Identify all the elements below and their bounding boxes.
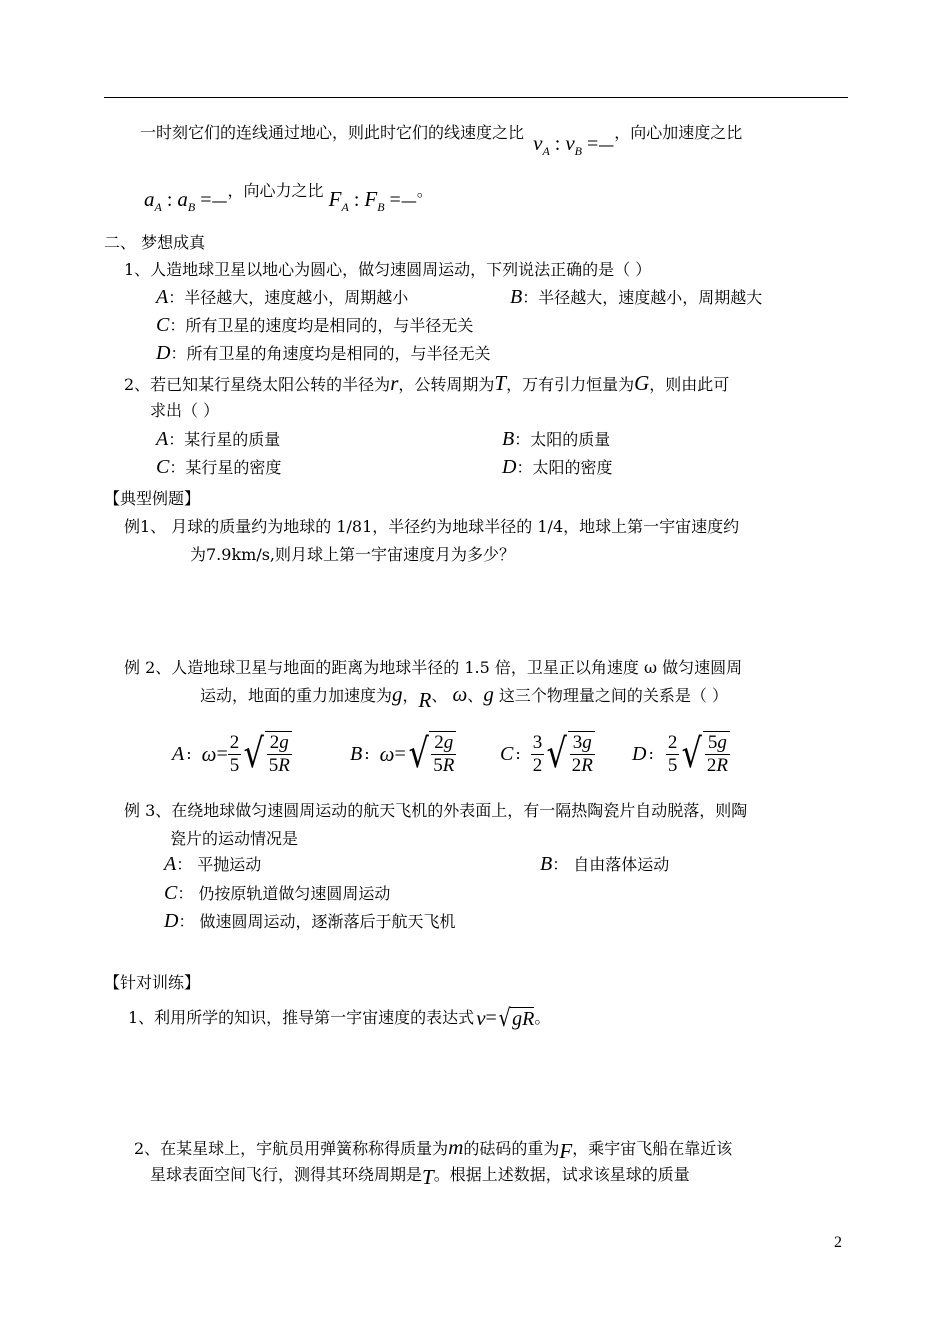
header-rule (104, 97, 848, 98)
example-3-line-1: 例 3、在绕地球做匀速圆周运动的航天飞机的外表面上，有一隔热陶瓷片自动脱落，则陶 (124, 801, 748, 820)
example-2-option-d: D : $\frac{2}{5}$ √ $\frac{5g}{2R}$ (632, 731, 728, 777)
page-number: 2 (834, 1234, 842, 1251)
training-2-line-2: 星球表面空间飞行，测得其环绕周期是T。根据上述数据，试求该星球的质量 (150, 1165, 690, 1189)
example-2-line-2: 运动，地面的重力加速度为g，R、 ω、g 这三个物理量之间的关系是（ ） (200, 682, 728, 712)
q1-option-d: D：所有卫星的角速度均是相同的，与半径无关 (156, 342, 491, 364)
intro-line-1: 一时刻它们的连线通过地心，则此时它们的线速度之比 $v_A$ : $v_B$ =—，向心加速度之比 (140, 122, 742, 162)
q2-stem-line-1: 2、若已知某行星绕太阳公转的半径为r，公转周期为T，万有引力恒量为G，则由此可 (124, 371, 730, 395)
training-2-line-1: 2、在某星球上，宇航员用弹簧称称得质量为m的砝码的重为F，乘宇宙飞船在靠近该 (134, 1135, 733, 1163)
q2-option-c: C：某行星的密度 (156, 456, 282, 478)
example-3-option-c: C： 仍按原轨道做匀速圆周运动 (164, 882, 391, 904)
q1-option-c: C：所有卫星的速度均是相同的，与半径无关 (156, 314, 474, 336)
formula-fa-fb: $F_A$ : $F_B$ =— (328, 187, 417, 214)
training-1: 1、利用所学的知识，推导第一宇宙速度的表达式 v = √ gR 。 (128, 1004, 551, 1032)
q1-option-a: A：半径越大，速度越小，周期越小 (156, 286, 409, 308)
training-heading: 【针对训练】 (104, 973, 201, 992)
formula-aa-ab: $a_A$ : $a_B$ =— (144, 187, 228, 214)
q2-option-b: B：太阳的质量 (502, 428, 611, 450)
q1-stem: 1、人造地球卫星以地心为圆心，做匀速圆周运动，下列说法正确的是（ ） (124, 260, 652, 279)
example-3-option-b: B： 自由落体运动 (540, 853, 670, 875)
formula-va-vb: $v_A$ : $v_B$ =— (533, 131, 615, 158)
q2-stem-line-2: 求出（ ） (150, 401, 220, 420)
example-1-line-1: 例1、 月球的质量约为地球的 1/81，半径约为地球半径的 1/4，地球上第一宇宙速度约 (124, 517, 740, 536)
q2-option-d: D：太阳的密度 (502, 456, 613, 478)
example-3-line-2: 瓷片的运动情况是 (170, 829, 299, 848)
example-3-option-d: D： 做速圆周运动，逐渐落后于航天飞机 (164, 910, 456, 932)
section-heading: 二、 梦想成真 (104, 233, 206, 252)
example-2-option-a: A : ω = $\frac{2}{5}$ √ $\frac{2g}{5R}$ (172, 731, 290, 777)
example-2-option-c: C : $\frac{3}{2}$ √ $\frac{3g}{2R}$ (500, 731, 593, 777)
example-2-line-1: 例 2、人造地球卫星与地面的距离为地球半径的 1.5 倍，卫星正以角速度 ω 做匀速圆周 (124, 658, 743, 677)
q1-option-b: B：半径越大，速度越小，周期越大 (510, 286, 763, 308)
example-1-line-2: 为7.9km/s,则月球上第一宇宙速度月为多少？ (190, 545, 516, 564)
intro-line-2: $a_A$ : $a_B$ =—，向心力之比 $F_A$ : $F_B$ =—。 (144, 180, 433, 218)
example-3-option-a: A： 平抛运动 (164, 853, 262, 875)
q2-option-a: A：某行星的质量 (156, 428, 281, 450)
example-2-option-b: B : ω = √ $\frac{2g}{5R}$ (350, 731, 455, 777)
examples-heading: 【典型例题】 (104, 489, 201, 508)
